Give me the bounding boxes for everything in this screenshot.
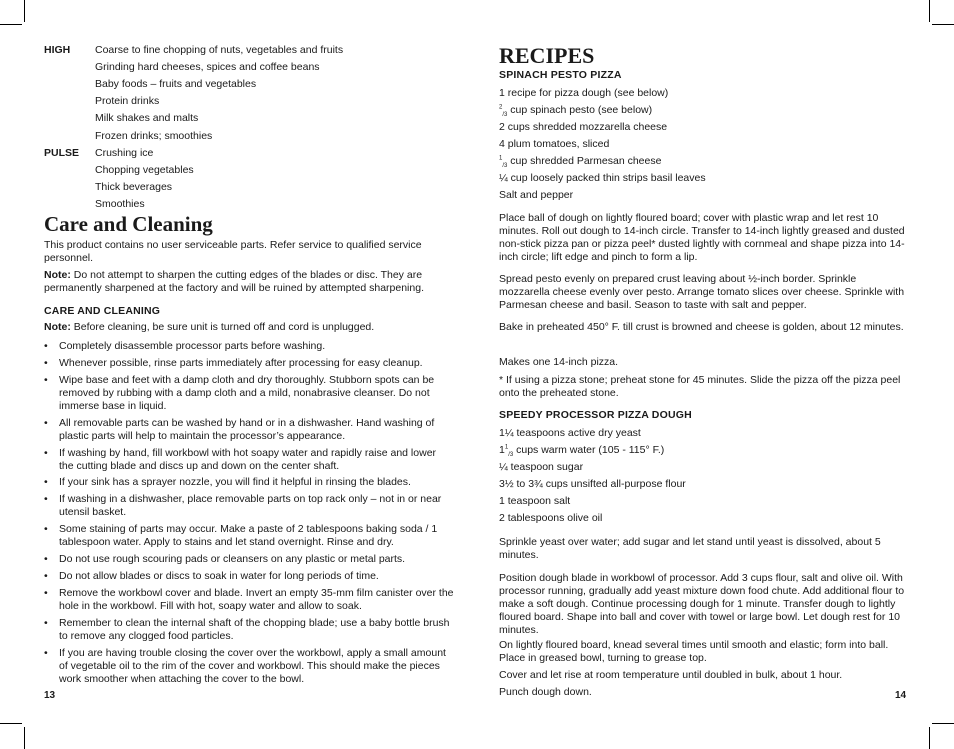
crop-mark (24, 0, 25, 22)
ingredient-text: 2 tablespoons olive oil (499, 512, 603, 524)
ingredient-text: 2 cups shredded mozzarella cheese (499, 121, 668, 133)
fraction-denominator: /3 (502, 112, 508, 119)
speed-item: Grinding hard cheeses, spices and coffee beans (95, 61, 320, 73)
speed-item: Crushing ice (95, 147, 154, 159)
recipe-step: Makes one 14-inch pizza. (499, 356, 619, 368)
ingredient-line (499, 172, 706, 184)
speed-item: Protein drinks (95, 95, 160, 107)
bullet-item: • If your sink has a sprayer nozzle, you will find it helpful in rinsing the blades. (44, 476, 456, 489)
crop-mark (929, 0, 930, 22)
ingredient-text: cups warm water (105 - 115° F.) (513, 444, 665, 456)
bullet-item: • If washing by hand, fill workbowl with hot soapy water and rapidly raise and lower the cutting blade and discs up and down on the center shaft. (44, 447, 448, 473)
recipe-title: SPINACH PESTO PIZZA (499, 69, 622, 81)
bullet-item: • All removable parts can be washed by hand or in a dishwasher. Hand washing of plastic parts will help to maintain the processor’s appearance. (44, 417, 456, 443)
crop-mark (0, 723, 22, 724)
speed-item: Baby foods – fruits and vegetables (95, 78, 257, 90)
recipe-step: Punch dough down. (499, 686, 592, 698)
ingredient-text: 3½ to 3¾ cups unsifted all-purpose flour (499, 478, 686, 490)
ingredient-line (499, 478, 686, 490)
recipe-step: Position dough blade in workbowl of processor. Add 3 cups flour, salt and olive oil. With processor running, gradually add yeast mixture down food chute. Add additional flour to make a soft dough. Continue processing dough for 1 minute. Transfer dough to lightly floured board. Shape into ball and cover with towel or large bowl. Let dough rest for 10 minutes. (499, 572, 905, 636)
ingredient-line (499, 189, 573, 201)
ingredient-line (499, 87, 668, 99)
page-number: 13 (44, 690, 56, 701)
fraction-numerator: 2 (499, 104, 503, 111)
bullet-item: • Do not use rough scouring pads or cleansers on any plastic or metal parts. (44, 553, 454, 566)
recipe-step: On lightly floured board, knead several times until smooth and elastic; form into ball. Place in greased bowl, turning to grease top. (499, 639, 889, 664)
ingredient-line (499, 427, 641, 439)
note-paragraph (44, 321, 454, 334)
crop-mark (24, 727, 25, 749)
ingredient-whole: 1 (499, 427, 505, 439)
note-paragraph (44, 269, 456, 295)
fraction-numerator: 1 (504, 444, 509, 451)
ingredient-text: ¼ teaspoons active dry yeast (504, 427, 641, 439)
bullet-item: • If washing in a dishwasher, place removable parts on top rack only – not in or near utensil basket. (44, 493, 456, 519)
subheading: CARE AND CLEANING (44, 305, 161, 317)
bullet-item: • Do not allow blades or discs to soak in water for long periods of time. (44, 570, 454, 583)
note-label: Note: (44, 321, 71, 333)
fraction-numerator: 1 (499, 155, 503, 162)
ingredient-text: Salt and pepper (499, 189, 574, 201)
ingredient-text: cup spinach pesto (see below) (507, 104, 653, 116)
speed-keyword: HIGH (44, 44, 71, 56)
crop-mark (932, 24, 954, 25)
section-heading: Care and Cleaning (44, 212, 213, 236)
note-text: Before cleaning, be sure unit is turned off and cord is unplugged. (70, 321, 375, 333)
recipe-step: Sprinkle yeast over water; add sugar and let stand until yeast is dissolved, about 5 minutes. (499, 536, 881, 561)
crop-mark (932, 723, 954, 724)
bullet-item: • Remember to clean the internal shaft of the chopping blade; use a baby bottle brush to remove any clogged food particles. (44, 617, 454, 643)
ingredient-text: 4 plum tomatoes, sliced (499, 138, 610, 150)
ingredient-line (499, 155, 661, 169)
recipe-title: SPEEDY PROCESSOR PIZZA DOUGH (499, 409, 692, 421)
speed-item: Frozen drinks; smoothies (95, 130, 213, 142)
ingredient-text: ¼ cup loosely packed thin strips basil leaves (499, 172, 706, 184)
bullet-item: • Some staining of parts may occur. Make a paste of 2 tablespoons baking soda / 1 tablespoon water. Apply to stains and let stand overnight. Rinse and dry. (44, 523, 456, 549)
recipe-step: Spread pesto evenly on prepared crust leaving about ½-inch border. Sprinkle mozzarella cheese evenly over pesto. Arrange tomato slices over cheese. Sprinkle with Parmesan cheese and basil. Season to taste with salt and pepper. (499, 273, 905, 311)
recipes-heading: RECIPES (499, 43, 595, 68)
ingredient-text: 1 recipe for pizza dough (see below) (499, 87, 669, 99)
speed-item: Coarse to fine chopping of nuts, vegetables and fruits (95, 44, 344, 56)
recipe-step: Bake in preheated 450° F. till crust is browned and cheese is golden, about 12 minutes. (499, 321, 904, 333)
ingredient-text: 1 teaspoon salt (499, 495, 571, 507)
crop-mark (929, 727, 930, 749)
ingredient-line (499, 444, 664, 458)
bullet-item: • If you are having trouble closing the cover over the workbowl, apply a small amount of vegetable oil to the rim of the cover and workbowl. This should make the pieces work smoother when attaching the cover to the bowl. (44, 647, 449, 686)
speed-item: Smoothies (95, 198, 145, 210)
recipe-step: Place ball of dough on lightly floured board; cover with plastic wrap and let rest 10 minutes. Roll out dough to 14-inch circle. Transfer to 14-inch lightly greased and dusted non-stick pizza pan or pizza peel* dusted lightly with cornmeal and shape pizza into 14-inch circle; lift edge and pinch to form a lip. (499, 212, 905, 263)
ingredient-line (499, 461, 583, 473)
bullet-item: • Wipe base and feet with a damp cloth and dry thoroughly. Stubborn spots can be removed by rubbing with a damp cloth and a mild, nonabrasive cleanser. Do not immerse base in liquid. (44, 374, 456, 413)
note-label: Note: (44, 269, 71, 281)
bullet-item: • Whenever possible, rinse parts immediately after processing for easy cleanup. (44, 357, 454, 370)
speed-item: Chopping vegetables (95, 164, 194, 176)
ingredient-text: cup shredded Parmesan cheese (507, 155, 662, 167)
intro-text: This product contains no user serviceable parts. Refer service to qualified service personnel. (44, 239, 422, 264)
ingredient-line (499, 512, 602, 524)
ingredient-text: ¼ teaspoon sugar (499, 461, 584, 473)
fraction-denominator: /3 (502, 163, 508, 170)
speed-item: Milk shakes and malts (95, 112, 199, 124)
note-text: Do not attempt to sharpen the cutting edges of the blades or disc. They are permanently sharpened at the factory and will be ruined by attempted sharpening. (44, 269, 424, 294)
page-number: 14 (895, 690, 907, 701)
ingredient-whole: 1 (499, 444, 505, 456)
crop-mark (0, 24, 22, 25)
ingredient-line (499, 495, 570, 507)
ingredient-line (499, 121, 667, 133)
recipe-step: Cover and let rise at room temperature until doubled in bulk, about 1 hour. (499, 669, 843, 681)
ingredient-line (499, 104, 652, 118)
bullet-item: • Remove the workbowl cover and blade. Invert an empty 35-mm film canister over the hole in the workbowl. Fill with hot, soapy water and allow to soak. (44, 587, 456, 613)
speed-item: Thick beverages (95, 181, 173, 193)
fraction-denominator: /3 (508, 452, 514, 459)
bullet-item: • Completely disassemble processor parts before washing. (44, 340, 454, 353)
ingredient-line (499, 138, 609, 150)
speed-keyword: PULSE (44, 147, 80, 159)
recipe-footnote: * If using a pizza stone; preheat stone for 45 minutes. Slide the pizza off the pizza peel onto the preheated stone. (499, 374, 901, 399)
